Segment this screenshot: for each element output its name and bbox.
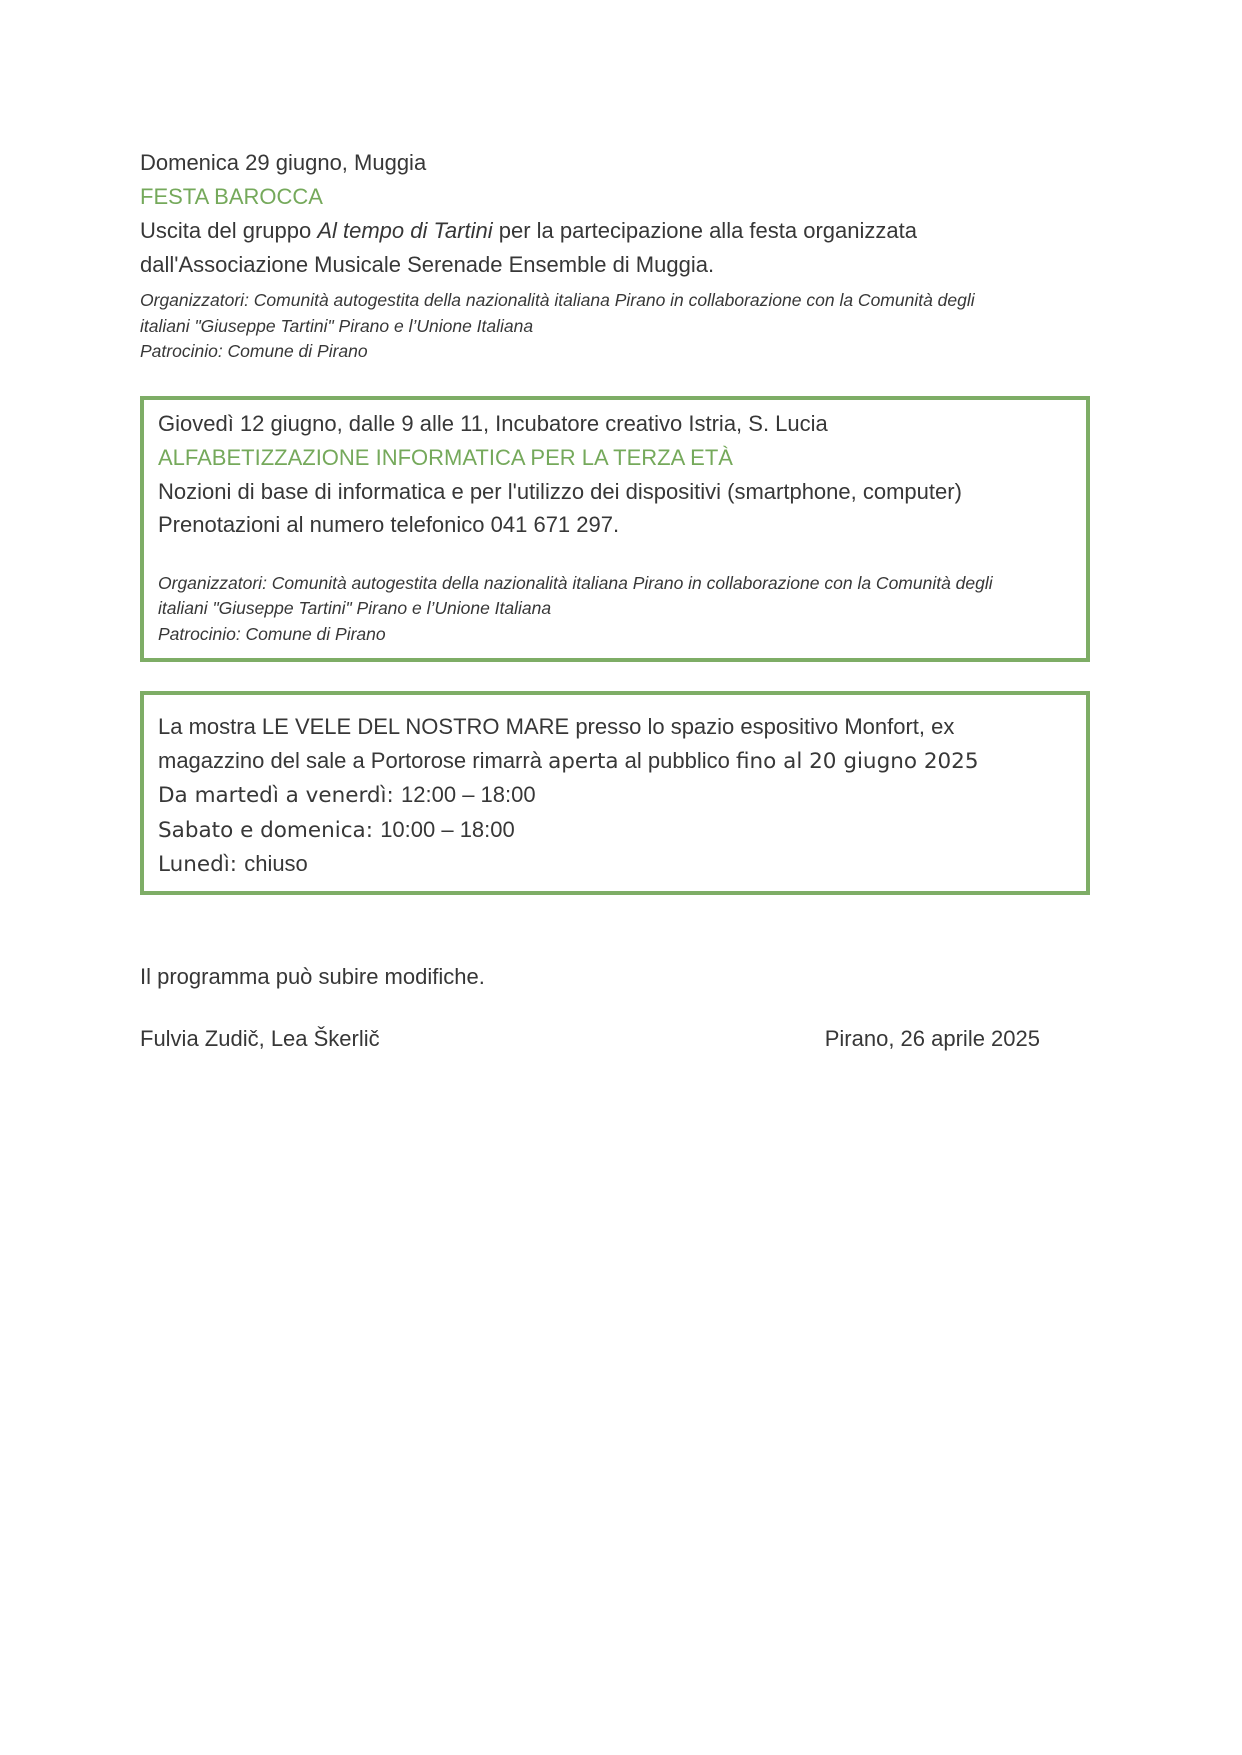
opening-hours-row [158,847,1072,882]
opening-hours-row [158,778,1072,813]
intro-event-description-line1 [140,214,1090,248]
event-description-line2: Prenotazioni al numero telefonico 041 671 297. [158,512,620,537]
intro-event-date: Domenica 29 giugno, Muggia [140,150,427,175]
organizers-line: italiani "Giuseppe Tartini" Pirano e l’Unione Italiana [158,598,552,618]
event-description-line1: Nozioni di base di informatica e per l'utilizzo dei dispositivi (smartphone, computer) [158,478,962,504]
event-box-informatics [140,396,1090,663]
place-date: Pirano, 26 aprile 2025 [824,1025,1040,1051]
blank-line [158,542,1072,564]
signature-row [140,1022,1090,1056]
hours-label: Sabato e domenica: [158,817,373,843]
exhibition-text: magazzino del sale a Portorose rimarrà [158,747,549,773]
program-note: Il programma può subire modifiche. [140,963,485,989]
organizers-line: Organizzatori: Comunità autogestita della nazionalità italiana Pirano in collaborazione con la Comunità degli [158,572,993,593]
event-date: Giovedì 12 giugno, dalle 9 alle 11, Incubatore creativo Istria, S. Lucia [158,410,828,436]
hours-value: chiuso [244,851,308,876]
event-box-exhibition [140,691,1090,895]
authors: Fulvia Zudič, Lea Škerlič [140,1025,380,1051]
intro-fineprint [140,288,1090,365]
organizers-line: italiani "Giuseppe Tartini" Pirano e l’Unione Italiana [140,315,534,336]
event-title: ALFABETIZZAZIONE INFORMATICA PER LA TERZA ETÀ [158,444,733,470]
intro-event-description-line2: dall'Associazione Musicale Serenade Ensemble di Muggia. [140,251,715,277]
event-fineprint [158,571,1072,648]
description-text: Uscita del gruppo [140,218,318,243]
description-text: per la partecipazione alla festa organizzata [492,218,917,243]
organizers-line: Organizzatori: Comunità autogestita della nazionalità italiana Pirano in collaborazione con la Comunità degli [140,290,975,310]
exhibition-deadline: fino al 20 giugno 2025 [735,748,979,774]
patronage-line: Patrocinio: Comune di Pirano [158,623,386,644]
hours-label: Da martedì a venerdì: [158,783,394,808]
intro-event [140,146,1090,365]
exhibition-info-line2 [158,744,1072,779]
intro-event-title: FESTA BAROCCA [140,184,323,209]
page-content [140,146,1090,1056]
exhibition-text: al pubblico [618,747,736,773]
hours-label: Lunedì: [158,852,237,877]
exhibition-emphasis: aperta [548,748,619,774]
opening-hours-row [158,813,1072,848]
patronage-line: Patrocinio: Comune di Pirano [140,341,368,361]
group-name-italic: Al tempo di Tartini [317,218,493,243]
exhibition-info-line1: La mostra LE VELE DEL NOSTRO MARE presso lo spazio espositivo Monfort, ex [158,714,955,739]
hours-value: 10:00 – 18:00 [380,816,515,842]
hours-value: 12:00 – 18:00 [401,782,536,807]
